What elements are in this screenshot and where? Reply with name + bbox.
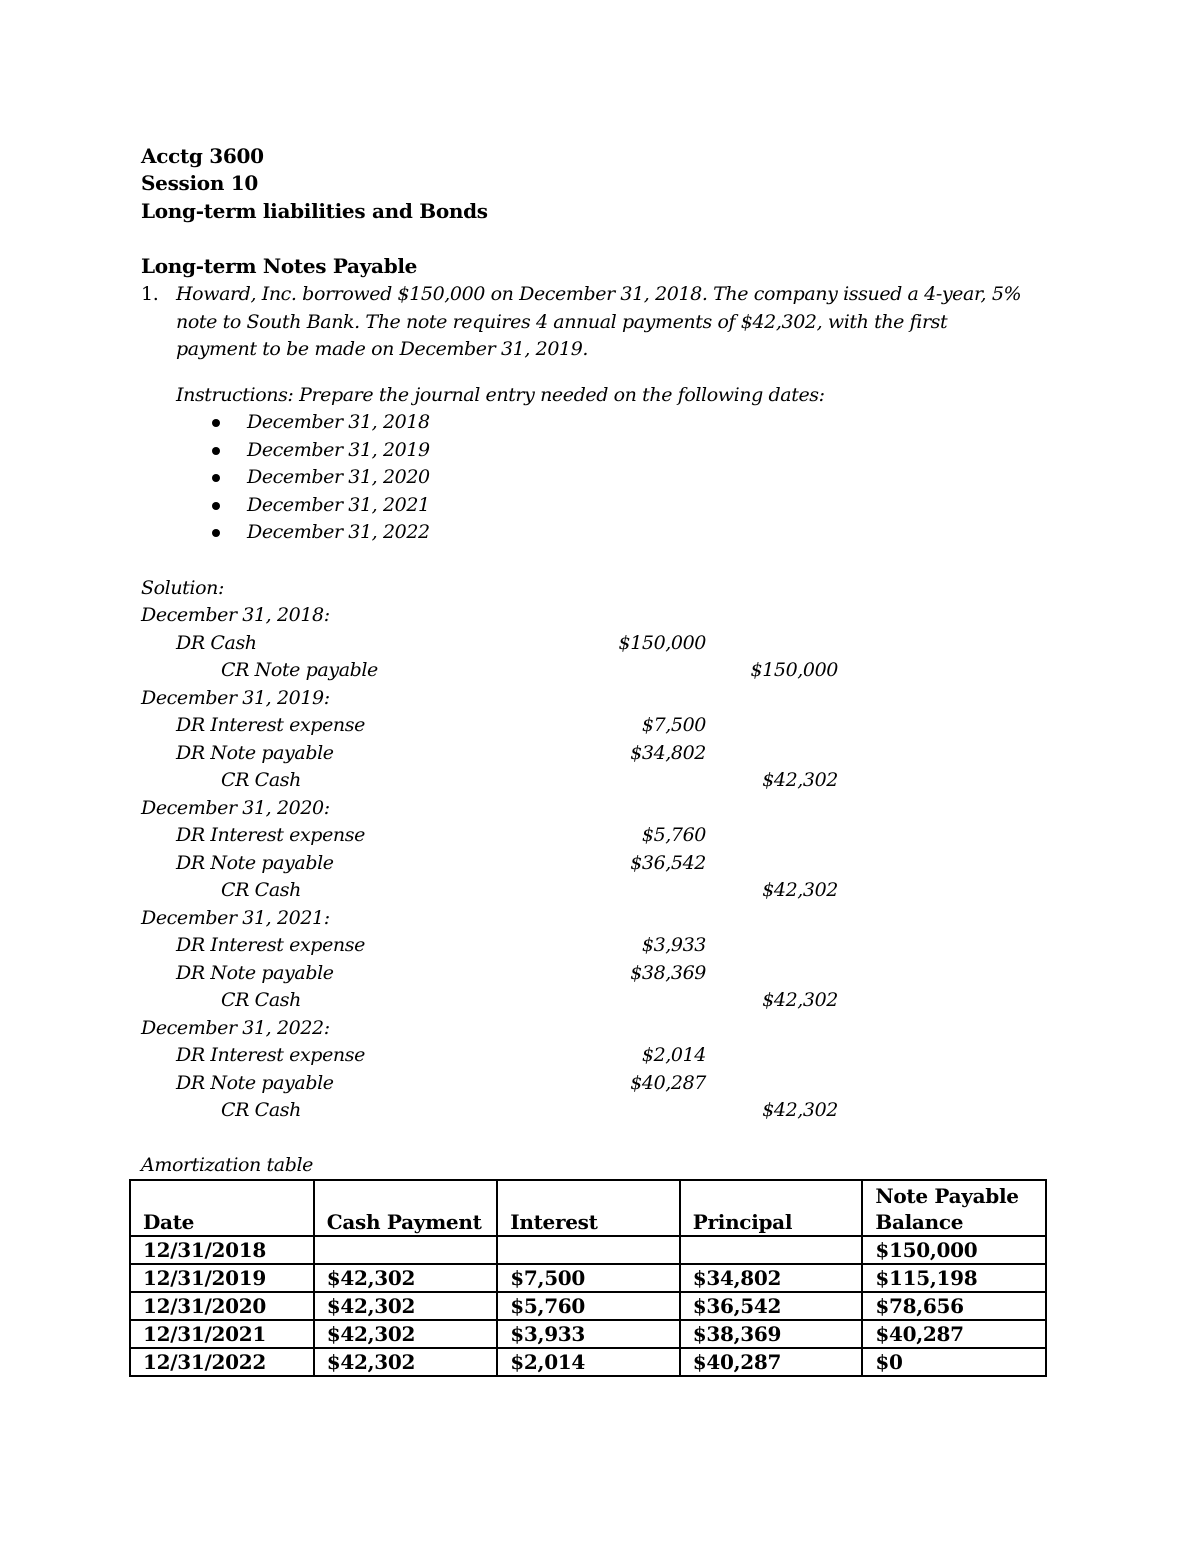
session-title: Session 10	[141, 171, 258, 195]
table-header-row	[130, 1180, 1046, 1236]
table-row	[130, 1292, 1046, 1320]
cell-principal: $36,542	[680, 1292, 863, 1320]
entry-account: CR Note payable	[221, 659, 378, 681]
entry-date: December 31, 2021:	[141, 907, 330, 929]
bullet-icon	[212, 502, 220, 510]
date-list-item: December 31, 2022	[247, 521, 430, 543]
problem-number: 1.	[141, 283, 159, 305]
cell-cash-payment: $42,302	[314, 1348, 498, 1376]
cell-balance: $0	[862, 1348, 1046, 1376]
entry-debit: $2,014	[641, 1044, 706, 1066]
table-row	[130, 1236, 1046, 1264]
cell-interest: $2,014	[497, 1348, 680, 1376]
entry-account: CR Cash	[221, 879, 301, 901]
entry-credit: $42,302	[762, 1099, 838, 1121]
entry-debit: $40,287	[630, 1072, 706, 1094]
entry-account: DR Cash	[176, 632, 257, 654]
cell-principal	[680, 1236, 863, 1264]
entry-date: December 31, 2019:	[141, 687, 330, 709]
entry-debit: $7,500	[641, 714, 706, 736]
cell-interest: $7,500	[497, 1264, 680, 1292]
date-list-item: December 31, 2018	[247, 411, 430, 433]
cell-principal: $38,369	[680, 1320, 863, 1348]
header-interest: Interest	[497, 1180, 680, 1236]
cell-date: 12/31/2022	[130, 1348, 314, 1376]
cell-balance: $78,656	[862, 1292, 1046, 1320]
problem-line-3: payment to be made on December 31, 2019.	[176, 338, 589, 360]
amortization-table	[129, 1179, 1047, 1377]
header-note-payable-balance	[862, 1180, 1046, 1236]
header-line: Note Payable	[875, 1184, 1019, 1208]
bullet-icon	[212, 529, 220, 537]
entry-credit: $42,302	[762, 989, 838, 1011]
entry-debit: $3,933	[641, 934, 706, 956]
instructions-text: Instructions: Prepare the journal entry needed on the following dates:	[176, 384, 825, 406]
cell-balance: $115,198	[862, 1264, 1046, 1292]
entry-account: DR Note payable	[176, 962, 334, 984]
entry-debit: $38,369	[630, 962, 706, 984]
entry-account: DR Note payable	[176, 852, 334, 874]
entry-account: DR Interest expense	[176, 934, 365, 956]
entry-credit: $42,302	[762, 769, 838, 791]
table-row	[130, 1264, 1046, 1292]
cell-balance: $150,000	[862, 1236, 1046, 1264]
cell-cash-payment: $42,302	[314, 1264, 498, 1292]
course-title: Acctg 3600	[141, 144, 264, 168]
entry-debit: $150,000	[618, 632, 706, 654]
cell-date: 12/31/2021	[130, 1320, 314, 1348]
bullet-icon	[212, 419, 220, 427]
cell-cash-payment: $42,302	[314, 1292, 498, 1320]
header-cash-payment: Cash Payment	[314, 1180, 498, 1236]
date-list-item: December 31, 2021	[247, 494, 430, 516]
cell-principal: $40,287	[680, 1348, 863, 1376]
entry-account: DR Interest expense	[176, 824, 365, 846]
cell-balance: $40,287	[862, 1320, 1046, 1348]
entry-account: CR Cash	[221, 769, 301, 791]
entry-account: CR Cash	[221, 989, 301, 1011]
entry-date: December 31, 2022:	[141, 1017, 330, 1039]
cell-date: 12/31/2020	[130, 1292, 314, 1320]
table-row	[130, 1348, 1046, 1376]
cell-interest: $5,760	[497, 1292, 680, 1320]
entry-credit: $42,302	[762, 879, 838, 901]
cell-cash-payment	[314, 1236, 498, 1264]
entry-date: December 31, 2020:	[141, 797, 330, 819]
cell-cash-payment: $42,302	[314, 1320, 498, 1348]
entry-debit: $36,542	[630, 852, 706, 874]
entry-account: DR Interest expense	[176, 714, 365, 736]
entry-account: CR Cash	[221, 1099, 301, 1121]
section-title: Long-term Notes Payable	[141, 254, 418, 278]
header-line: Balance	[875, 1210, 964, 1234]
solution-label: Solution:	[141, 577, 224, 599]
header-principal: Principal	[680, 1180, 863, 1236]
header-date: Date	[130, 1180, 314, 1236]
topic-title: Long-term liabilities and Bonds	[141, 199, 488, 223]
entry-credit: $150,000	[750, 659, 838, 681]
entry-date: December 31, 2018:	[141, 604, 330, 626]
entry-account: DR Interest expense	[176, 1044, 365, 1066]
entry-account: DR Note payable	[176, 1072, 334, 1094]
bullet-icon	[212, 474, 220, 482]
table-row	[130, 1320, 1046, 1348]
problem-line-2: note to South Bank. The note requires 4 annual payments of $42,302, with the first	[176, 311, 948, 333]
bullet-icon	[212, 447, 220, 455]
cell-date: 12/31/2018	[130, 1236, 314, 1264]
entry-account: DR Note payable	[176, 742, 334, 764]
entry-debit: $5,760	[641, 824, 706, 846]
cell-interest	[497, 1236, 680, 1264]
entry-debit: $34,802	[630, 742, 706, 764]
cell-date: 12/31/2019	[130, 1264, 314, 1292]
date-list-item: December 31, 2020	[247, 466, 430, 488]
table-caption: Amortization table	[141, 1154, 313, 1176]
cell-principal: $34,802	[680, 1264, 863, 1292]
date-list-item: December 31, 2019	[247, 439, 430, 461]
cell-interest: $3,933	[497, 1320, 680, 1348]
problem-line-1: Howard, Inc. borrowed $150,000 on December 31, 2018. The company issued a 4-year, 5%	[176, 283, 1022, 305]
